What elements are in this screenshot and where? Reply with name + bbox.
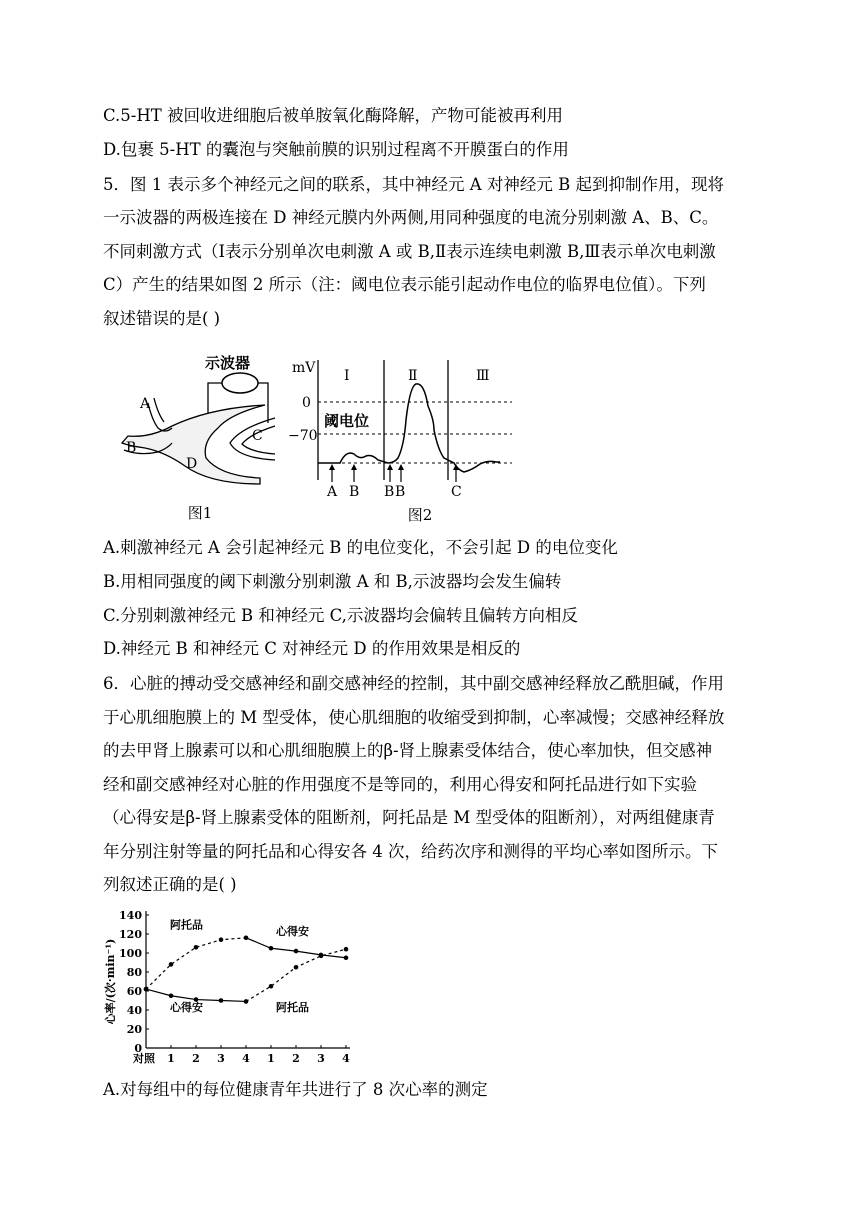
question-5-stem-line-2: 一示波器的两极连接在 D 神经元膜内外两侧,用同种强度的电流分别刺激 A、B、C。: [103, 208, 719, 227]
y-tick-label: 20: [126, 1023, 142, 1036]
series-2-point: [269, 984, 274, 989]
label-b: B: [126, 440, 137, 456]
stim-label-a: A: [327, 484, 338, 500]
question-6-stem-line-3: 的去甲肾上腺素可以和心肌细胞膜上的β-肾上腺素受体结合，使心率加快，但交感神: [103, 741, 713, 760]
label-c: C: [252, 428, 263, 444]
neuron-d-body: [122, 405, 265, 484]
question-6-stem-line-7: 列叙述正确的是( ): [103, 875, 237, 894]
tick-0: 0: [302, 395, 311, 411]
threshold-label: 阈电位: [324, 412, 370, 430]
series-1-point: [219, 937, 224, 942]
question-5-option-a: A.刺激神经元 A 会引起神经元 B 的电位变化，不会引起 D 的电位变化: [103, 538, 618, 557]
question-4-option-d: D.包裹 5-HT 的囊泡与突触前膜的识别过程离不开膜蛋白的作用: [103, 140, 569, 159]
series-2-point: [344, 947, 349, 952]
x-tick-label: 3: [317, 1052, 325, 1065]
heart-rate-chart: [100, 905, 360, 1067]
question-5-stem-line-3: 不同刺激方式（Ⅰ表示分别单次电刺激 A 或 B,Ⅱ表示连续电刺激 B,Ⅲ表示单次电刺激: [103, 242, 716, 261]
series-2-point: [144, 987, 149, 992]
series-annotation: 阿托品: [276, 1000, 309, 1014]
y-tick-label: 40: [126, 1004, 142, 1017]
section-iii: Ⅲ: [476, 368, 490, 384]
question-6-option-a: A.对每组中的每位健康青年共进行了 8 次心率的测定: [103, 1080, 488, 1099]
question-6-stem-line-5: （心得安是β-肾上腺素受体的阻断剂，阿托品是 M 型受体的阻断剂），对两组健康青: [103, 808, 715, 827]
x-tick-label: 4: [342, 1052, 350, 1065]
series-1-point: [194, 945, 199, 950]
stim-label-b3: B: [395, 484, 406, 500]
question-6-stem-line-2: 于心肌细胞膜上的 M 型受体，使心肌细胞的收缩受到抑制，心率减慢；交感神经释放: [103, 708, 725, 727]
question-5-option-b: B.用相同强度的阈下刺激分别刺激 A 和 B,示波器均会发生偏转: [103, 572, 562, 591]
y-tick-label: 100: [119, 947, 142, 960]
series-1-propranolol-line: [246, 938, 346, 958]
neuron-a-terminal: [148, 403, 172, 431]
x-tick-label: 3: [217, 1052, 225, 1065]
series-1-point: [344, 955, 349, 960]
x-tick-label: 2: [192, 1052, 200, 1065]
question-6-stem-line-6: 年分别注射等量的阿托品和心得安各 4 次，给药次序和测得的平均心率如图所示。下: [103, 842, 718, 861]
stimulus-arrows: [329, 464, 459, 482]
question-5-option-d: D.神经元 B 和神经元 C 对神经元 D 的作用效果是相反的: [103, 639, 521, 658]
figure-2-potential-chart: [288, 350, 528, 530]
x-tick-label: 对照: [133, 1052, 155, 1065]
series-2-point: [169, 993, 174, 998]
x-tick-label: 2: [292, 1052, 300, 1065]
y-axis-label: 心率/(次·min⁻¹): [104, 938, 117, 1025]
figure-2-caption: 图2: [407, 506, 433, 524]
label-d: D: [186, 456, 198, 472]
series-annotation: 心得安: [276, 924, 309, 938]
stim-label-c: C: [451, 484, 462, 500]
oscilloscope-icon: [222, 373, 258, 393]
series-1-point: [269, 946, 274, 951]
series-1-point: [294, 949, 299, 954]
figure-1-caption: 图1: [187, 504, 213, 522]
y-tick-label: 140: [119, 909, 142, 922]
series-annotation: 心得安: [170, 1000, 203, 1014]
series-2-point: [244, 999, 249, 1004]
tick-minus-70: −70: [288, 428, 318, 444]
question-6-stem-line-1: 6．心脏的搏动受交感神经和副交感神经的控制，其中副交感神经释放乙酰胆碱，作用: [103, 674, 724, 693]
oscilloscope-label: 示波器: [205, 354, 251, 372]
stim-label-b: B: [349, 484, 360, 500]
question-4-option-c: C.5-HT 被回收进细胞后被单胺氧化酶降解，产物可能被再利用: [103, 106, 563, 125]
series-2-atropine-line: [246, 949, 346, 1001]
oscilloscope-lead-right: [258, 383, 268, 423]
section-ii: Ⅱ: [408, 368, 418, 384]
question-5-stem-line-1: 5．图 1 表示多个神经元之间的联系，其中神经元 A 对神经元 B 起到抑制作用，现将: [103, 175, 725, 194]
x-tick-label: 4: [242, 1052, 250, 1065]
y-tick-label: 60: [126, 985, 142, 998]
y-tick-label: 80: [126, 966, 142, 979]
question-5-stem-line-5: 叙述错误的是( ): [103, 309, 221, 328]
series-2-point: [319, 954, 324, 959]
question-5-stem-line-4: C）产生的结果如图 2 所示（注：阈电位表示能引起动作电位的临界电位值）。下列: [103, 275, 706, 294]
stim-label-b2: B: [384, 484, 395, 500]
series-2-point: [294, 965, 299, 970]
series-1-point: [169, 962, 174, 967]
x-tick-label: 1: [167, 1052, 175, 1065]
question-5-option-c: C.分别刺激神经元 B 和神经元 C,示波器均会偏转且偏转方向相反: [103, 606, 578, 625]
y-tick-label: 0: [134, 1042, 142, 1055]
unit-label: mV: [292, 360, 316, 376]
series-annotation: 阿托品: [170, 918, 203, 932]
series-1-point: [244, 936, 249, 941]
section-i: Ⅰ: [344, 368, 350, 384]
x-tick-label: 1: [267, 1052, 275, 1065]
series-2-point: [219, 998, 224, 1003]
label-a: A: [140, 396, 151, 412]
figure-1-neuron-diagram: [110, 348, 290, 528]
question-6-stem-line-4: 经和副交感神经对心脏的作用强度不是等同的，利用心得安和阿托品进行如下实验: [103, 775, 697, 794]
y-tick-label: 120: [119, 928, 142, 941]
